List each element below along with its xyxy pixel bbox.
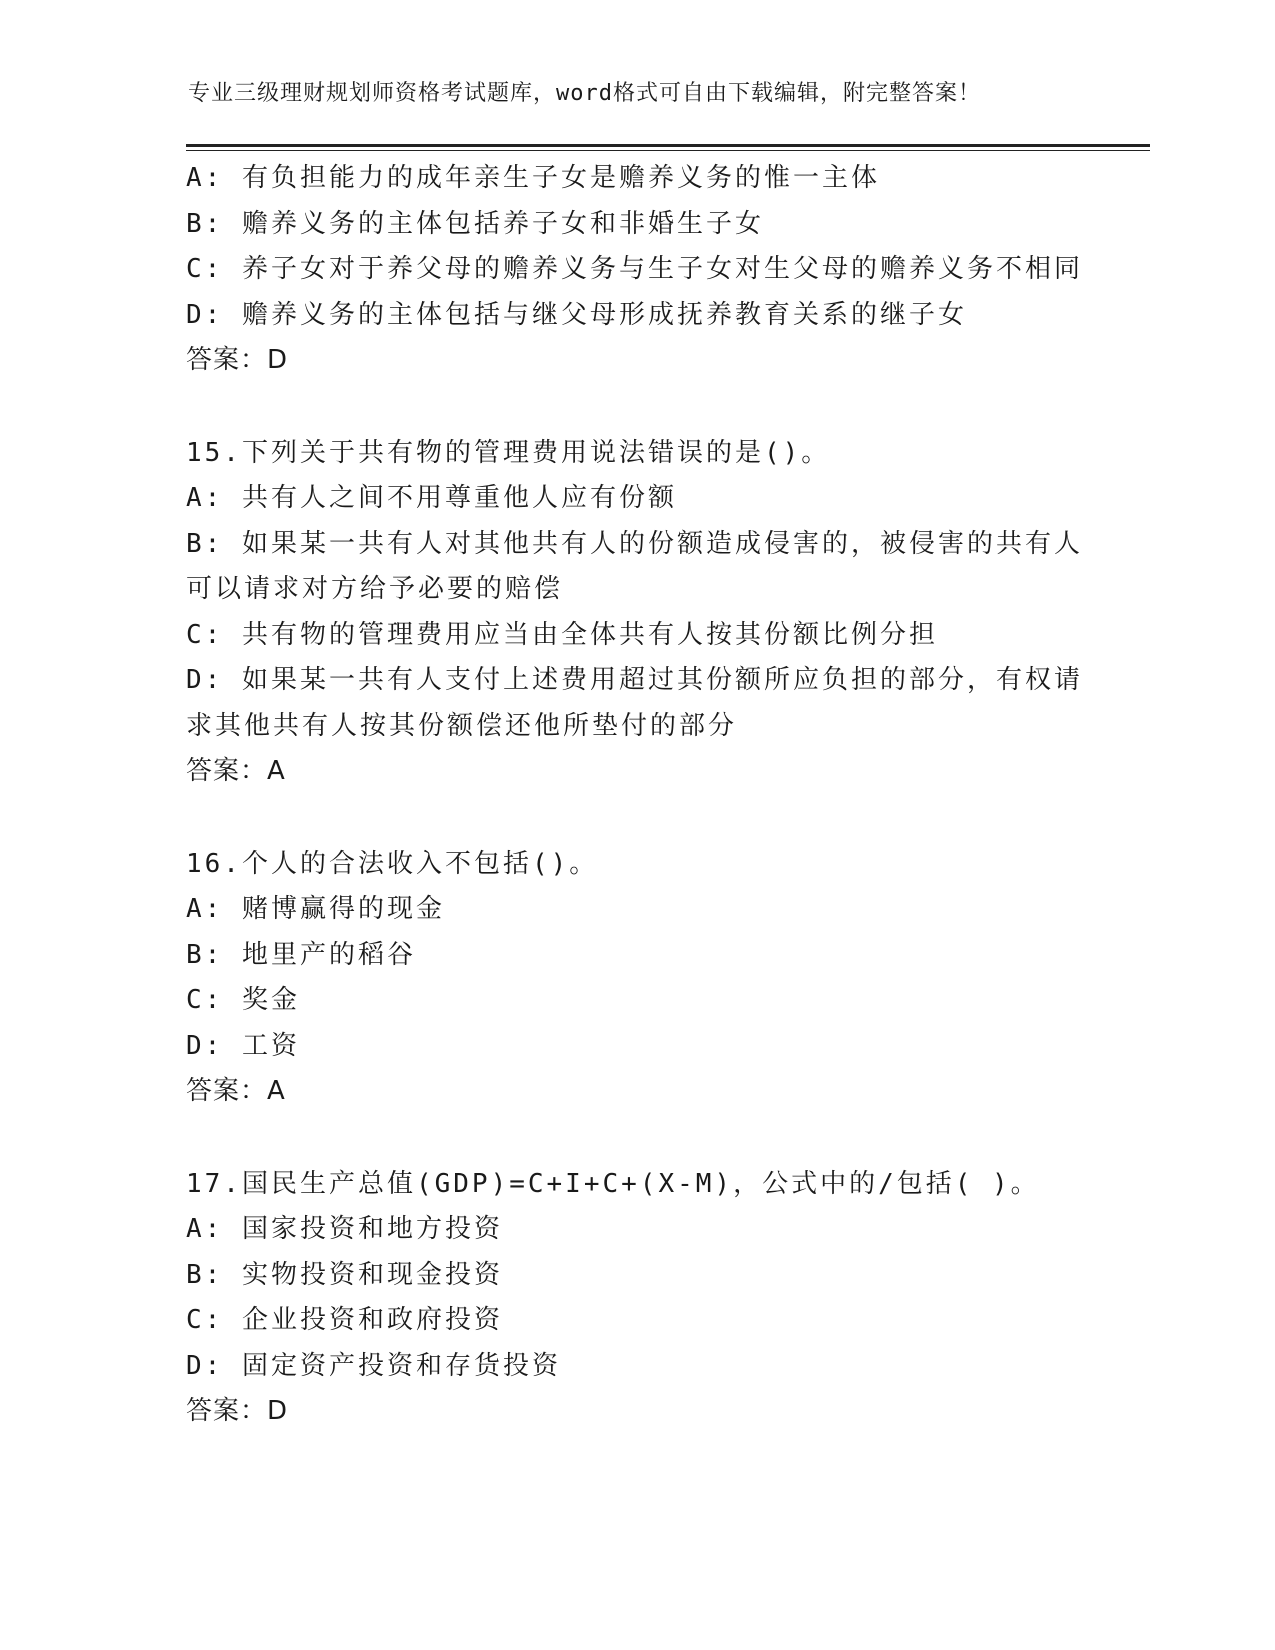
question-14-continued: [186, 156, 1086, 384]
option-b: B: 地里产的稻谷: [186, 939, 416, 970]
answer-line: 答案：A: [186, 756, 286, 786]
header-rule-thick: [186, 144, 1150, 147]
option-d: D: 工资: [186, 1030, 300, 1061]
spacer: [186, 1115, 1086, 1162]
option-d: D: 如果某一共有人支付上述费用超过其份额所应负担的部分，有权请: [186, 665, 1083, 695]
question-15: [186, 431, 1086, 795]
question-text: 15.下列关于共有物的管理费用说法错误的是()。: [186, 437, 831, 468]
option-d: D: 固定资产投资和存货投资: [186, 1350, 561, 1381]
question-list: [186, 156, 1086, 1435]
header-rule-thin: [186, 150, 1150, 151]
option-d-continued: 求其他共有人按其份额偿还他所垫付的部分: [186, 710, 738, 741]
option-b: B: 实物投资和现金投资: [186, 1259, 503, 1290]
answer-line: 答案：A: [186, 1076, 286, 1106]
option-b: B: 赡养义务的主体包括养子女和非婚生子女: [186, 208, 764, 239]
option-a: A: 共有人之间不用尊重他人应有份额: [186, 483, 677, 513]
option-b: B: 如果某一共有人对其他共有人的份额造成侵害的，被侵害的共有人: [186, 528, 1083, 559]
option-c: C: 奖金: [186, 985, 300, 1015]
spacer: [186, 384, 1086, 431]
option-a: A: 国家投资和地方投资: [186, 1214, 503, 1244]
option-a: A: 赌博赢得的现金: [186, 894, 445, 924]
option-d: D: 赡养义务的主体包括与继父母形成抚养教育关系的继子女: [186, 299, 967, 330]
spacer: [186, 795, 1086, 842]
option-c: C: 养子女对于养父母的赡养义务与生子女对生父母的赡养义务不相同: [186, 254, 1083, 284]
question-text: 17.国民生产总值(GDP)=C+I+C+(X-M)，公式中的/包括( )。: [186, 1168, 1040, 1199]
option-a: A: 有负担能力的成年亲生子女是赡养义务的惟一主体: [186, 163, 880, 193]
option-b-continued: 可以请求对方给予必要的赔偿: [186, 574, 564, 604]
option-c: C: 企业投资和政府投资: [186, 1305, 503, 1335]
page-header: 专业三级理财规划师资格考试题库，word格式可自由下载编辑，附完整答案！: [188, 81, 981, 106]
question-text: 16.个人的合法收入不包括()。: [186, 848, 599, 879]
question-17: [186, 1162, 1086, 1435]
answer-line: 答案：D: [186, 345, 289, 375]
answer-line: 答案：D: [186, 1396, 289, 1426]
question-16: [186, 842, 1086, 1115]
option-c: C: 共有物的管理费用应当由全体共有人按其份额比例分担: [186, 619, 938, 650]
